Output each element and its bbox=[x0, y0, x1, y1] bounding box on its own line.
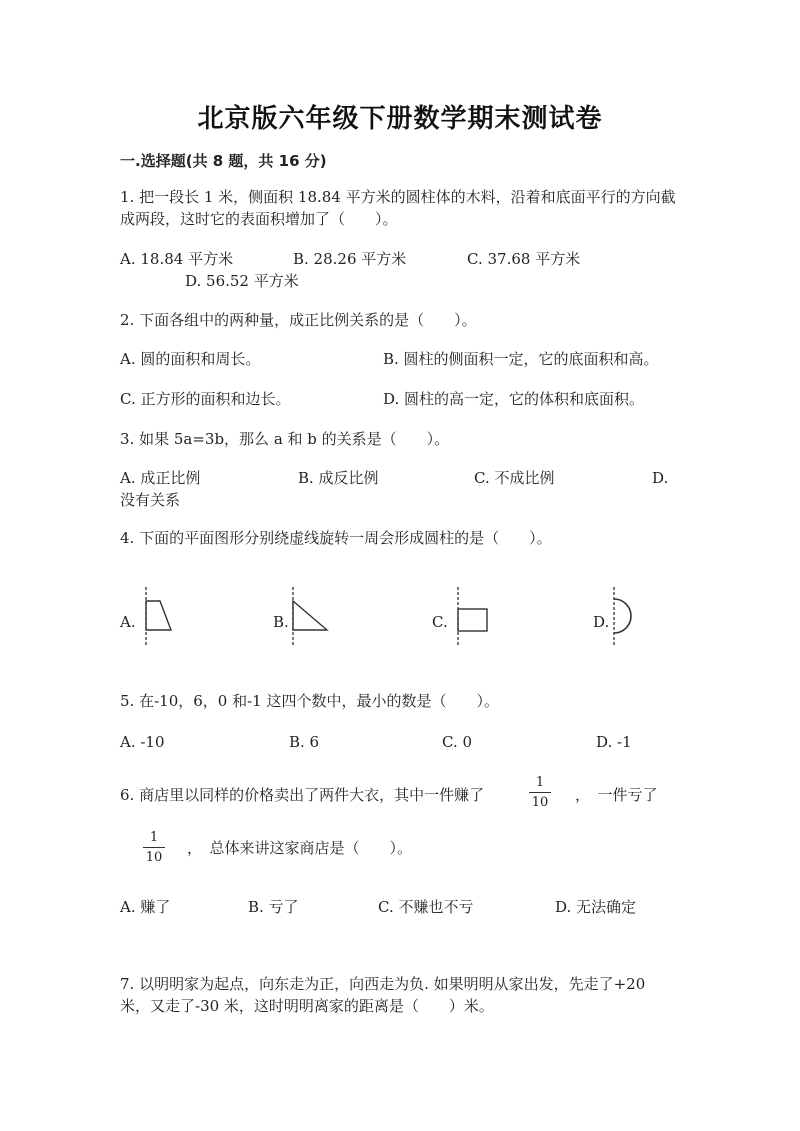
question-2-stem: 2. 下面各组中的两种量，成正比例关系的是（ ）。 bbox=[120, 311, 477, 329]
question-2-option-a[interactable]: A. 圆的面积和周长。 bbox=[120, 350, 261, 368]
question-6-option-d[interactable]: D. 无法确定 bbox=[555, 898, 637, 916]
fraction-denominator: 10 bbox=[145, 850, 163, 865]
question-4-option-d[interactable]: D. bbox=[593, 613, 610, 631]
figure-c-rectangle-icon bbox=[452, 585, 492, 647]
question-2-option-b[interactable]: B. 圆柱的侧面积一定，它的底面积和高。 bbox=[383, 350, 659, 368]
question-5-option-d[interactable]: D. -1 bbox=[596, 733, 632, 751]
question-6-fraction-2 bbox=[141, 830, 167, 865]
question-7-stem: 7. 以明明家为起点，向东走为正，向西走为负. 如果明明从家出发，先走了+20 米，又走了-30 米，这时明明离家的距离是（ ）米。 bbox=[120, 975, 646, 1015]
question-4-option-b[interactable]: B. bbox=[273, 613, 289, 631]
page-title: 北京版六年级下册数学期末测试卷 bbox=[197, 104, 603, 134]
figure-d-semicircle-icon bbox=[608, 585, 642, 647]
question-6-stem-part-2: ， 一件亏了 bbox=[575, 786, 658, 804]
question-6-option-c[interactable]: C. 不赚也不亏 bbox=[378, 898, 474, 916]
question-3-stem: 3. 如果 5a=3b，那么 a 和 b 的关系是（ ）。 bbox=[120, 430, 450, 448]
question-2-option-c[interactable]: C. 正方形的面积和边长。 bbox=[120, 390, 291, 408]
question-6-option-b[interactable]: B. 亏了 bbox=[248, 898, 299, 916]
question-1-option-d[interactable]: D. 56.52 平方米 bbox=[185, 272, 299, 290]
question-4-option-a[interactable]: A. bbox=[120, 613, 136, 631]
section-heading: 一.选择题(共 8 题，共 16 分) bbox=[120, 152, 327, 170]
fraction-numerator: 1 bbox=[149, 830, 159, 845]
question-6-fraction-1 bbox=[527, 775, 553, 810]
question-5-option-b[interactable]: B. 6 bbox=[289, 733, 320, 751]
question-3-option-d-text: 没有关系 bbox=[120, 491, 181, 509]
figure-a-trapezoid-icon bbox=[140, 585, 180, 647]
question-1-option-c[interactable]: C. 37.68 平方米 bbox=[467, 250, 581, 268]
question-4-option-c[interactable]: C. bbox=[432, 613, 448, 631]
question-6-stem-part-3: ， 总体来讲这家商店是（ ）。 bbox=[187, 839, 413, 857]
fraction-numerator: 1 bbox=[535, 775, 545, 790]
question-2-option-d[interactable]: D. 圆柱的高一定，它的体积和底面积。 bbox=[383, 390, 645, 408]
question-3-option-a[interactable]: A. 成正比例 bbox=[120, 469, 201, 487]
figure-b-triangle-icon bbox=[287, 585, 331, 647]
question-1-stem: 1. 把一段长 1 米，侧面积 18.84 平方米的圆柱体的木料，沿着和底面平行的方向截成两段，这时它的表面积增加了（ ）。 bbox=[120, 188, 676, 228]
question-5-option-a[interactable]: A. -10 bbox=[120, 733, 165, 751]
question-1-option-a[interactable]: A. 18.84 平方米 bbox=[120, 250, 234, 268]
question-5-stem: 5. 在-10，6，0 和-1 这四个数中，最小的数是（ ）。 bbox=[120, 692, 499, 710]
fraction-denominator: 10 bbox=[531, 795, 549, 810]
question-6-option-a[interactable]: A. 赚了 bbox=[120, 898, 171, 916]
question-6-stem-part-1: 6. 商店里以同样的价格卖出了两件大衣，其中一件赚了 bbox=[120, 786, 485, 804]
question-3-option-b[interactable]: B. 成反比例 bbox=[298, 469, 379, 487]
question-3-option-c[interactable]: C. 不成比例 bbox=[474, 469, 555, 487]
question-3-option-d[interactable]: D. bbox=[652, 469, 669, 487]
question-4-stem: 4. 下面的平面图形分别绕虚线旋转一周会形成圆柱的是（ ）。 bbox=[120, 529, 552, 547]
question-5-option-c[interactable]: C. 0 bbox=[442, 733, 473, 751]
question-1-option-b[interactable]: B. 28.26 平方米 bbox=[293, 250, 407, 268]
